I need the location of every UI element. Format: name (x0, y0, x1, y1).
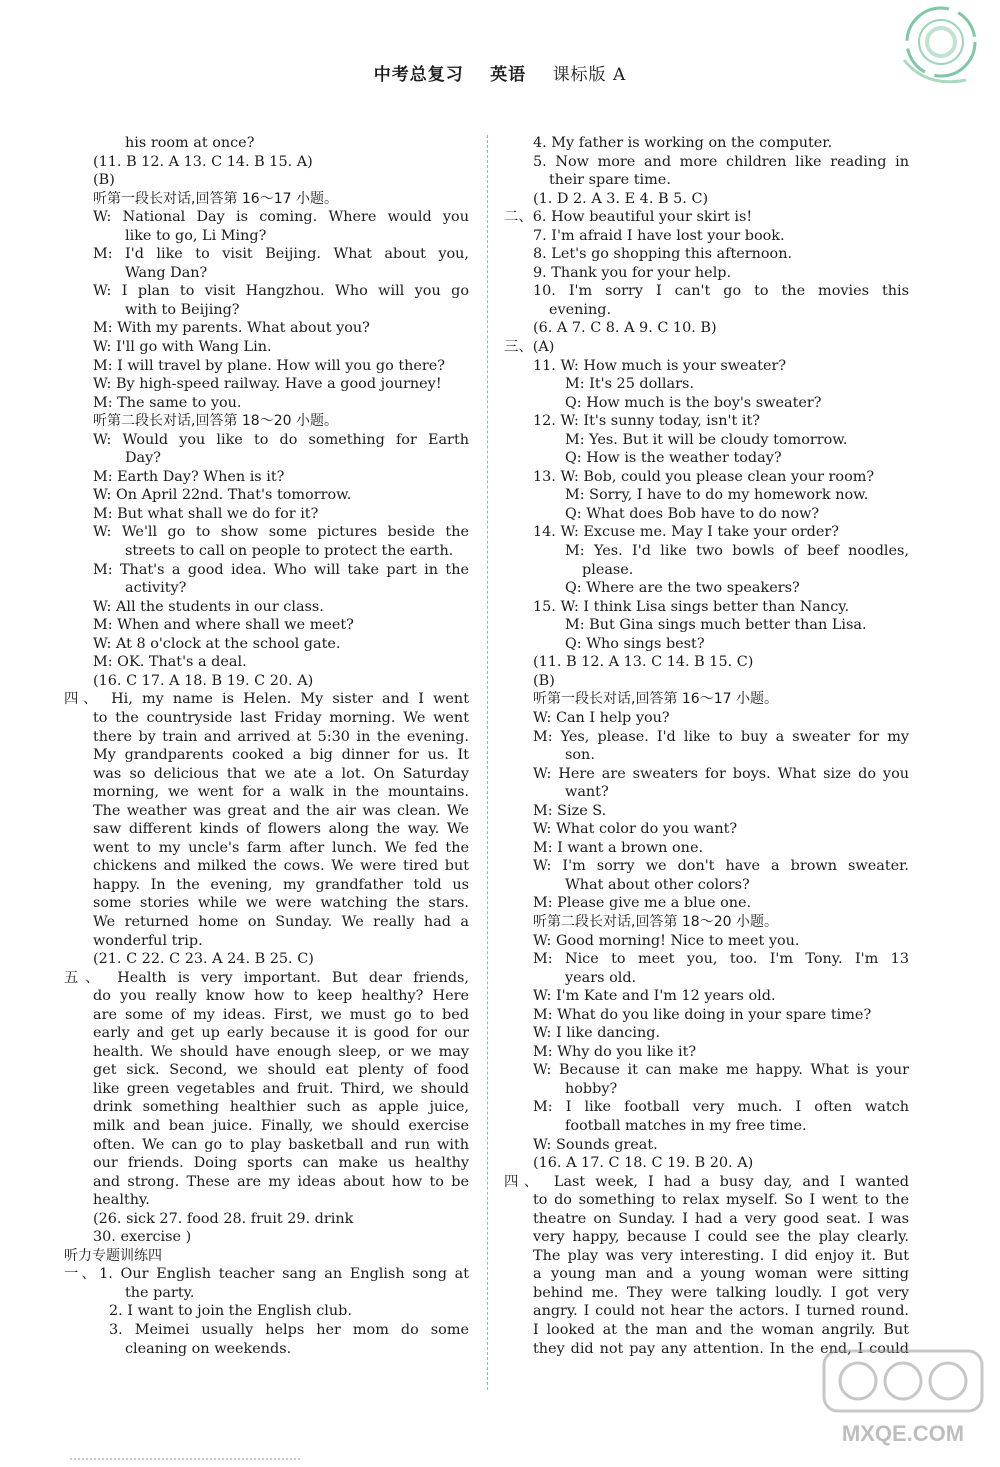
left-text-line: W: Would you like to do something for Earth (93, 431, 469, 448)
left-column (64, 134, 469, 1358)
left-text-line: Wang Dan? (125, 264, 208, 281)
right-text-line: What about other colors? (565, 876, 750, 893)
left-text-line: activity? (125, 580, 187, 597)
right-text-line: theatre on Sunday. I had a very good seat. I was (533, 1210, 909, 1227)
left-text-line: 四、 Hi, my name is Helen. My sister and I went (64, 691, 469, 708)
left-text-line: get sick. Second, we should eat plenty of food (93, 1062, 469, 1079)
left-text-line: M: I'd like to visit Beijing. What about you, (93, 246, 469, 263)
right-text-line: to do something to relax myself. So I went to the (533, 1192, 909, 1209)
header-subject: 英语 (490, 65, 527, 85)
right-text-line: (11. B 12. A 13. C 14. B 15. C) (533, 654, 754, 671)
left-text-line: healthy. (93, 1192, 150, 1209)
right-text-line: a young man and a young woman were sitting (533, 1266, 909, 1283)
right-text-line: M: What do you like doing in your spare time? (533, 1006, 872, 1023)
right-text-line: 10. I'm sorry I can't go to the movies this (533, 283, 909, 300)
right-text-line: please. (582, 561, 634, 578)
right-text-line: M: But Gina sings much better than Lisa. (565, 617, 867, 634)
right-text-line: Q: How is the weather today? (565, 450, 782, 467)
left-text-line: The weather was great and the air was clean. We (93, 802, 469, 819)
left-text-line: our friends. Doing sports can make us healthy (93, 1155, 469, 1172)
right-text-line: 4. My father is working on the computer. (533, 135, 833, 151)
right-text-line: Q: What does Bob have to do now? (565, 505, 820, 522)
right-text-line: behind me. They were talking loudly. I got very (533, 1284, 909, 1301)
left-text-line: and strong. These are my ideas about how to be (93, 1173, 469, 1190)
right-text-line: M: Yes. But it will be cloudy tomorrow. (565, 431, 848, 448)
column-divider (487, 135, 488, 1390)
right-text-line: W: Because it can make me happy. What is your (533, 1062, 909, 1079)
right-text-line: 9. Thank you for your help. (533, 264, 732, 281)
left-text-line: 一、1. Our English teacher sang an English song at (64, 1266, 469, 1283)
right-text-line: 听第二段长对话,回答第 18～20 小题。 (533, 913, 778, 930)
right-text-line: M: Why do you like it? (533, 1043, 697, 1060)
decorative-circle-logo (896, 0, 986, 90)
left-text-line: W: We'll go to show some pictures beside the (93, 524, 469, 541)
left-text-line: are some of my ideas. First, we must go to bed (93, 1006, 469, 1023)
left-text-line: wonderful trip. (93, 932, 203, 949)
right-text-line: (16. A 17. C 18. C 19. B 20. A) (533, 1155, 754, 1172)
left-text-line: happy. In the evening, my grandfather told us (93, 876, 469, 893)
right-text-line: years old. (565, 969, 637, 986)
left-text-line: 听力专题训练四 (64, 1247, 162, 1264)
left-text-line: M: Earth Day? When is it? (93, 468, 285, 485)
left-text-line: M: The same to you. (93, 394, 242, 411)
right-text-line: evening. (549, 301, 612, 318)
left-text-line: do you really know how to keep healthy? Here (93, 988, 469, 1005)
header-title: 中考总复习 (373, 65, 464, 85)
right-text-line: 四、 Last week, I had a busy day, and I wanted (504, 1173, 909, 1190)
left-text-line: 3. Meimei usually helps her mom do some (109, 1322, 469, 1338)
left-text-line: M: But what shall we do for it? (93, 505, 319, 522)
right-text-line: W: What color do you want? (533, 821, 738, 838)
right-text-line: 12. W: It's sunny today, isn't it? (533, 413, 760, 430)
left-text-line: his room at once? (125, 135, 255, 151)
left-text-line: M: I will travel by plane. How will you go there? (93, 357, 445, 374)
left-text-line: cleaning on weekends. (125, 1340, 292, 1357)
left-text-line: with to Beijing? (125, 301, 240, 318)
right-text-line: very happy, because I could see the play clearly. (533, 1229, 909, 1246)
left-text-line: My grandparents cooked a big dinner for us. It (93, 747, 469, 764)
right-text-line: W: Good morning! Nice to meet you. (533, 932, 800, 949)
left-text-line: M: OK. That's a deal. (93, 654, 247, 671)
left-text-line: was so delicious that we ate a lot. On Saturday (93, 765, 469, 782)
left-text-line: W: At 8 o'clock at the school gate. (93, 635, 341, 652)
right-text-line: 15. W: I think Lisa sings better than Nancy. (533, 598, 850, 615)
left-text-line: (21. C 22. C 23. A 24. B 25. C) (93, 951, 314, 968)
footer-dots (70, 1458, 300, 1460)
right-text-line: W: Can I help you? (533, 709, 670, 726)
left-text-line: morning, we went for a walk in the mountains. (93, 784, 469, 801)
watermark-logo (818, 1345, 988, 1455)
left-text-line: 听第一段长对话,回答第 16～17 小题。 (93, 190, 338, 207)
right-text-line: M: Nice to meet you, too. I'm Tony. I'm 13 (533, 951, 909, 968)
right-text-line: want? (565, 784, 609, 801)
left-text-line: saw different kinds of flowers along the way. We (93, 821, 469, 838)
left-text-line: milk and bean juice. Finally, we should exercise (93, 1117, 469, 1134)
right-text-line: 听第一段长对话,回答第 16～17 小题。 (533, 691, 778, 708)
left-text-line: M: That's a good idea. Who will take part in the (93, 561, 469, 578)
right-text-line: hobby? (565, 1080, 618, 1097)
left-text-line: there by train and arrived at 5:30 in the evening. (93, 728, 469, 745)
right-text-line: M: Yes. I'd like two bowls of beef noodles, (565, 543, 909, 560)
right-text-line: Q: Where are the two speakers? (565, 580, 800, 597)
right-text-line: Q: How much is the boy's sweater? (565, 394, 822, 411)
left-text-line: W: By high-speed railway. Have a good journey! (93, 376, 442, 393)
left-text-line: W: On April 22nd. That's tomorrow. (93, 487, 352, 504)
right-text-line: M: Please give me a blue one. (533, 895, 752, 912)
right-text-line: W: I'm sorry we don't have a brown sweater. (533, 858, 909, 875)
right-text-line: angry. I could not hear the actors. I turned round. (533, 1303, 909, 1320)
right-text-line: (B) (533, 672, 555, 689)
right-text-line: (6. A 7. C 8. A 9. C 10. B) (533, 320, 717, 337)
right-text-line: 13. W: Bob, could you please clean your room? (533, 468, 875, 485)
left-text-line: 2. I want to join the English club. (109, 1303, 352, 1320)
right-text-line: their spare time. (549, 172, 671, 189)
left-text-line: 听第二段长对话,回答第 18～20 小题。 (93, 413, 338, 430)
left-text-line: went to my uncle's farm after lunch. We fed the (93, 839, 469, 856)
right-text-line: W: Here are sweaters for boys. What size do you (533, 765, 909, 782)
left-text-line: (B) (93, 172, 115, 189)
left-text-line: early and get up early because it is good for our (93, 1025, 469, 1042)
right-text-line: M: Sorry, I have to do my homework now. (565, 487, 869, 504)
left-text-line: 五、 Health is very important. But dear friends, (64, 969, 469, 986)
right-text-line: W: I like dancing. (533, 1025, 661, 1042)
right-text-line: son. (565, 747, 595, 764)
right-text-line: M: I like football very much. I often watch (533, 1099, 909, 1116)
left-text-line: M: With my parents. What about you? (93, 320, 370, 337)
page-header (0, 60, 1000, 85)
left-text-line: the party. (125, 1284, 195, 1301)
left-text-line: M: When and where shall we meet? (93, 617, 354, 634)
right-text-line: (1. D 2. A 3. E 4. B 5. C) (533, 190, 709, 207)
right-text-line: 14. W: Excuse me. May I take your order? (533, 524, 839, 541)
left-text-line: to the countryside last Friday morning. We went (93, 709, 469, 726)
left-text-line: W: All the students in our class. (93, 598, 324, 615)
left-text-line: W: I plan to visit Hangzhou. Who will you go (93, 283, 469, 300)
header-edition: 课标版 A (552, 65, 627, 85)
right-text-line: 二、6. How beautiful your skirt is! (504, 209, 753, 226)
left-text-line: like to go, Li Ming? (125, 227, 267, 244)
right-text-line: they did not pay any attention. In the end, I could (533, 1340, 909, 1357)
right-text-line: 5. Now more and more children like reading in (533, 153, 909, 170)
right-text-line: football matches in my free time. (565, 1117, 807, 1134)
right-text-line: 8. Let's go shopping this afternoon. (533, 246, 793, 263)
left-text-line: (26. sick 27. food 28. fruit 29. drink (93, 1210, 354, 1227)
right-text-line: Q: Who sings best? (565, 635, 705, 652)
left-text-line: (16. C 17. A 18. B 19. C 20. A) (93, 672, 314, 689)
right-text-line: W: Sounds great. (533, 1136, 658, 1153)
left-text-line: chickens and milked the cows. We were tired but (93, 858, 469, 875)
right-text-line: The play was very interesting. I did enjoy it. But (533, 1247, 909, 1264)
left-text-line: often. We can go to play basketball and run with (93, 1136, 469, 1153)
left-text-line: like green vegetables and fruit. Third, we should (93, 1080, 469, 1097)
left-text-line: W: National Day is coming. Where would you (93, 209, 469, 226)
left-text-line: Day? (125, 450, 161, 467)
left-text-line: drink something healthier such as apple juice, (93, 1099, 469, 1116)
left-text-line: 30. exercise ) (93, 1229, 192, 1246)
right-text-line: M: I want a brown one. (533, 839, 704, 856)
left-text-line: We returned home on Sunday. We really had a (93, 913, 469, 930)
left-text-line: W: I'll go with Wang Lin. (93, 339, 272, 356)
right-column (504, 134, 909, 1358)
left-text-line: streets to call on people to protect the earth. (125, 543, 454, 560)
right-text-line: I looked at the man and the woman angrily. But (533, 1322, 909, 1338)
left-text-line: health. We should have enough sleep, or we may (93, 1043, 469, 1060)
right-text-line: M: It's 25 dollars. (565, 376, 694, 393)
right-text-line: 7. I'm afraid I have lost your book. (533, 227, 785, 244)
right-text-line: 11. W: How much is your sweater? (533, 357, 787, 374)
watermark-text: MXQE.COM (841, 1421, 965, 1446)
left-text-line: some stories while we were watching the stars. (93, 895, 469, 912)
right-text-line: W: I'm Kate and I'm 12 years old. (533, 988, 776, 1005)
left-text-line: (11. B 12. A 13. C 14. B 15. A) (93, 153, 313, 170)
right-text-line: 三、(A) (504, 339, 555, 356)
right-text-line: M: Size S. (533, 802, 607, 819)
right-text-line: M: Yes, please. I'd like to buy a sweater for my (533, 728, 909, 745)
